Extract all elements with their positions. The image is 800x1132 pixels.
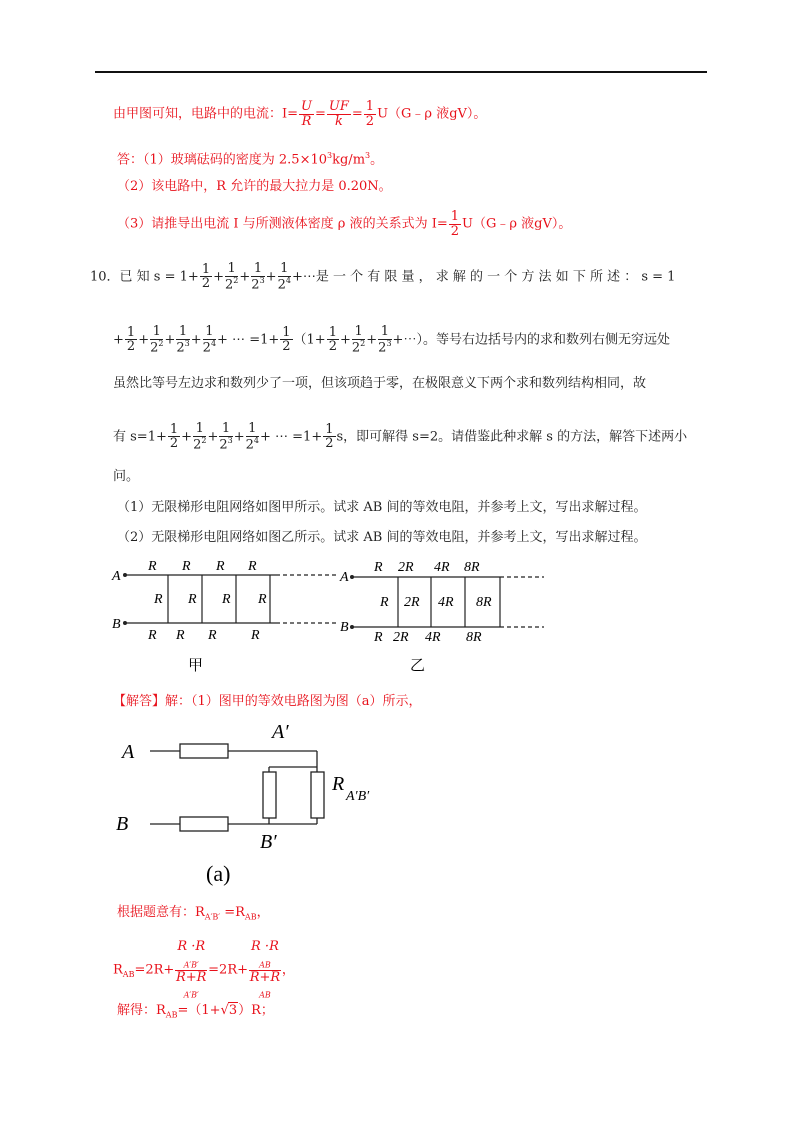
top-resistor-label: R (148, 559, 157, 574)
bottom-resistor-label: R (208, 628, 217, 643)
top-resistor-label: 2R (398, 560, 414, 575)
node-b: B (340, 620, 349, 635)
solution-heading (113, 695, 422, 708)
header-rule (95, 71, 707, 73)
answer-1: 答：（1）玻璃砝码的密度为 $2.5\times 10^3kg/m^3$。 (117, 151, 384, 168)
rung-resistor-label: R (258, 592, 267, 607)
node-a: A (340, 570, 349, 585)
derivation-line-3: 解得：$R_{AB}=(1+√3)R$； (117, 1003, 274, 1020)
solution-text: 解：（1）图甲的等效电路图为图（a）所示， (165, 694, 422, 709)
q10-line-3: 虽然比等号左边求和数列少了一项，但该项趋于零，在极限意义下两个求和数列结构相同，故 (113, 376, 647, 391)
node-a-prime: A′ (272, 721, 289, 743)
equivalent-resistor-subscript: A′B′ (346, 789, 370, 804)
q10-line-5: 问。 (113, 469, 140, 484)
top-resistor-label: R (248, 559, 257, 574)
node-b: B (112, 617, 121, 632)
rung-resistor-label: 2R (404, 595, 420, 610)
bottom-resistor-label: R (374, 630, 383, 645)
solution-tag: 【解答】 (113, 694, 166, 709)
bottom-resistor-label: 4R (425, 630, 441, 645)
figure-caption: 甲 (188, 658, 204, 674)
rung-resistor-label: R (188, 592, 197, 607)
ladder-network-jia (108, 553, 338, 683)
node-b: B (116, 813, 129, 835)
rung-resistor-label: 8R (476, 595, 492, 610)
q10-sub-1: （1）无限梯形电阻网络如图甲所示。试求 AB 间的等效电阻，并参考上文，写出求解过程。 (117, 500, 647, 515)
derivation-line-1: 根据题意有：$R_{A'B'} =R_{AB}$， (117, 905, 270, 922)
bottom-resistor-label: 8R (466, 630, 482, 645)
rung-resistor-label: 4R (438, 595, 454, 610)
rung-resistor-label: R (154, 592, 163, 607)
top-resistor-label: 4R (434, 560, 450, 575)
node-b-prime: B′ (260, 831, 277, 853)
rung-resistor-label: R (380, 595, 389, 610)
ladder-network-yi (338, 553, 548, 683)
node-a: A (112, 569, 121, 584)
figure-caption: 乙 (410, 658, 426, 674)
equivalent-circuit-a (110, 718, 410, 893)
answer-2: （2）该电路中，R 允许的最大拉力是 0.20N。 (117, 179, 392, 194)
q10-line-1: 10．已 知 s = 1+ $\frac{1}{2}$ + $\frac{1}{2^2}$ + $\frac{1}{2^3}$ + $\frac{1}{2^4}$ +⋯是 一 个 有 限 量 ， 求 解 的 一 个 方 法 如 下 所 述 ： s = 1 (90, 261, 676, 292)
bottom-resistor-label: R (176, 628, 185, 643)
q10-line-4: 有 s=1+ $\frac{1}{2}$ + $\frac{1}{2^2}$ + $\frac{1}{2^3}$ + $\frac{1}{2^4}$ + ⋯ =1+ $\frac{1}{2}$ s，即可解得 s=2。请借鉴此种求解 s 的方法，解答下述两小 (113, 421, 688, 452)
top-resistor-label: R (374, 560, 383, 575)
rung-resistor-label: R (222, 592, 231, 607)
figure-caption: (a) (206, 861, 231, 886)
top-resistor-label: R (216, 559, 225, 574)
current-formula: 由甲图可知，电路中的电流：I= $\frac{U}{R}$ = $\frac{UF}{k}$ = $\frac{1}{2}$ U（G﹣ρ 液gV）。 (113, 99, 487, 129)
equivalent-resistor-label: R (332, 773, 345, 795)
q10-line-2: + $\frac{1}{2}$ + $\frac{1}{2^2}$ + $\frac{1}{2^3}$ + $\frac{1}{2^4}$ + ⋯ =1+ $\frac{1}{2}$ （1+ $\frac{1}{2}$ + $\frac{1}{2^2}$ + $\frac{1}{2^3}$ +⋯）。等号右边括号内的求和数列右侧无穷远处 (113, 324, 670, 355)
node-a: A (122, 741, 135, 763)
bottom-resistor-label: R (251, 628, 260, 643)
top-resistor-label: 8R (464, 560, 480, 575)
bottom-resistor-label: 2R (393, 630, 409, 645)
bottom-resistor-label: R (148, 628, 157, 643)
top-resistor-label: R (182, 559, 191, 574)
derivation-line-2: $R_{AB}=2R+$ R ·R $_{A'B'}$ R+R $_{A'B'}$ =2R+ R ·R $_{AB}$ R+R $_{AB}$ ， (113, 939, 295, 1000)
q10-sub-2: （2）无限梯形电阻网络如图乙所示。试求 AB 间的等效电阻，并参考上文，写出求解过程。 (117, 530, 647, 545)
answer-3: （3）请推导出电流 I 与所测液体密度 ρ 液的关系式为 I= $\frac{1}{2}$ U（G﹣ρ 液gV）。 (117, 209, 572, 239)
